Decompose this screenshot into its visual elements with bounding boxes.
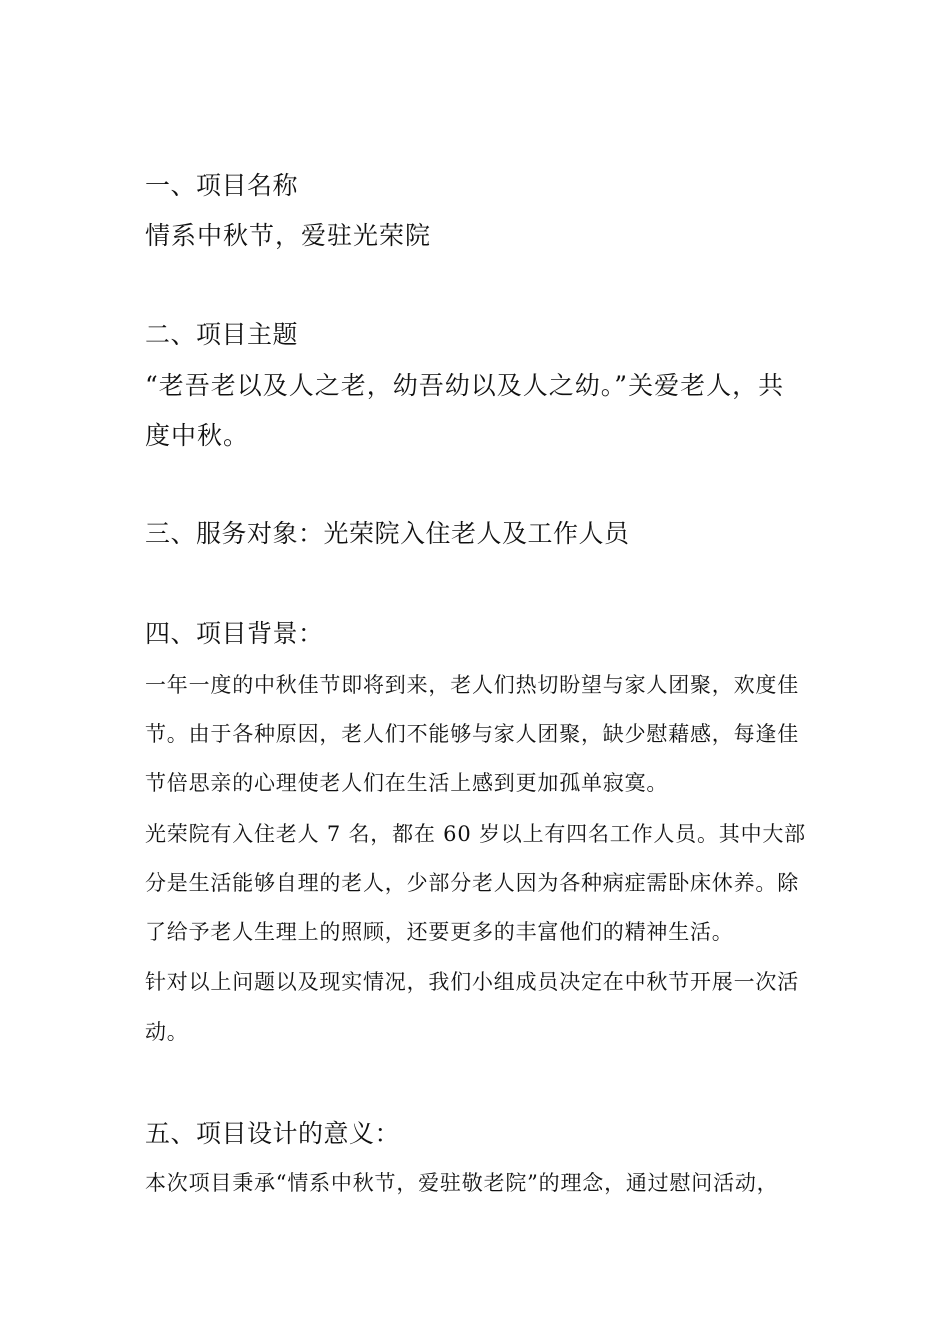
section-4-line-2: 节。由于各种原因，老人们不能够与家人团聚，缺少慰藉感，每逢佳 bbox=[145, 722, 799, 746]
section-2-line-1: “老吾老以及人之老，幼吾幼以及人之幼。”关爱老人，共 bbox=[145, 371, 785, 400]
section-1-line-1: 情系中秋节，爱驻光荣院 bbox=[145, 221, 432, 250]
section-3-heading: 三、服务对象：光荣院入住老人及工作人员 bbox=[145, 519, 630, 548]
section-4-line-1: 一年一度的中秋佳节即将到来，老人们热切盼望与家人团聚，欢度佳 bbox=[145, 673, 799, 697]
section-4-line-7: 针对以上问题以及现实情况，我们小组成员决定在中秋节开展一次活 bbox=[145, 970, 799, 994]
section-1-heading: 一、项目名称 bbox=[145, 171, 299, 200]
section-5-line-1: 本次项目秉承“情系中秋节，爱驻敬老院”的理念，通过慰问活动， bbox=[145, 1171, 779, 1195]
section-4-line-6: 了给予老人生理上的照顾，还要更多的丰富他们的精神生活。 bbox=[145, 920, 734, 944]
section-4-line-5: 分是生活能够自理的老人，少部分老人因为各种病症需卧床休养。除 bbox=[145, 871, 799, 895]
section-4-line-4: 光荣院有入住老人 7 名，都在 60 岁以上有四名工作人员。其中大部 bbox=[145, 822, 806, 846]
section-2-heading: 二、项目主题 bbox=[145, 320, 299, 349]
section-4-line-3: 节倍思亲的心理使老人们在生活上感到更加孤单寂寞。 bbox=[145, 771, 669, 795]
section-4-line-8: 动。 bbox=[145, 1020, 189, 1044]
section-5-heading: 五、项目设计的意义： bbox=[145, 1119, 401, 1148]
section-4-heading: 四、项目背景： bbox=[145, 619, 324, 648]
section-2-line-2: 度中秋。 bbox=[145, 421, 250, 450]
